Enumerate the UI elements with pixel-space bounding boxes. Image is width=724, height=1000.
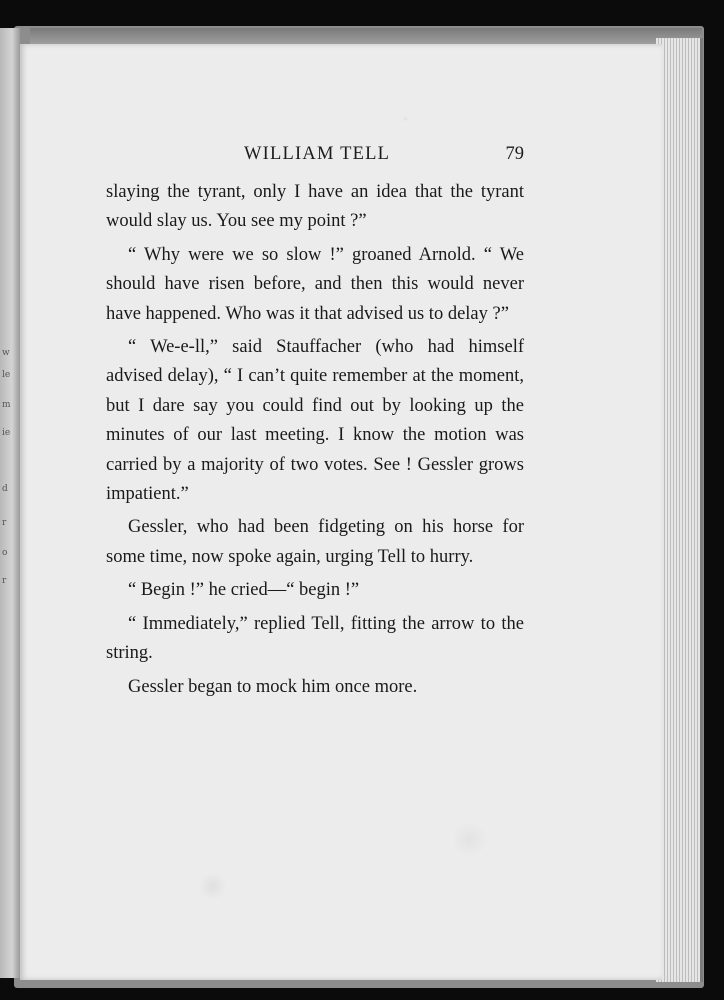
paragraph: Gessler, who had been fidgeting on his horse for some time, now spoke again, urging Tell to hurry. <box>106 517 524 567</box>
cover-top-edge <box>30 28 702 44</box>
page-number: 79 <box>505 144 524 164</box>
book-page <box>20 44 662 980</box>
paragraph: “ Why were we so slow !” groaned Arnold. “ We should have risen before, and then this would never have happened. Who was it that advised us to delay ?” <box>106 244 524 324</box>
body-text <box>106 178 524 702</box>
paragraph: Gessler began to mock him once more. <box>128 676 418 697</box>
paragraph: slaying the tyrant, only I have an idea that the tyrant would slay us. You see my point ?” <box>106 182 524 232</box>
page-edges <box>656 38 703 982</box>
running-head-title: WILLIAM TELL <box>244 144 391 164</box>
adjacent-page-sliver: w le m ie d r o r <box>0 28 20 978</box>
paragraph: “ Begin !” he cried—“ begin !” <box>128 580 360 601</box>
paragraph: “ We-e-ll,” said Stauffacher (who had himself advised delay), “ I can’t quite remember at the moment, but I dare say you could find out by looking up the minutes of our last meeting. I know the motion was carried by a majority of two votes. See ! Gessler grows impatient.” <box>106 337 524 505</box>
paragraph: “ Immediately,” replied Tell, fitting the arrow to the string. <box>106 613 524 664</box>
